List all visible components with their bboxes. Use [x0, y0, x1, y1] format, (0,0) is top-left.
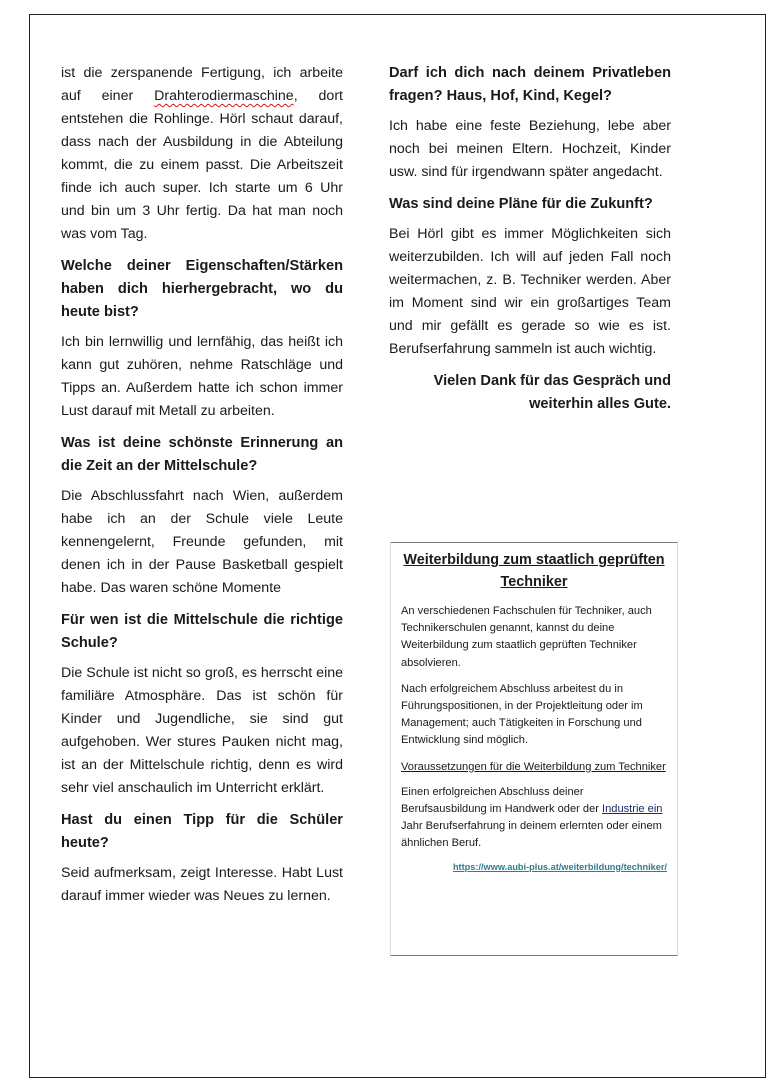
answer-strengths: Ich bin lernwillig und lernfähig, das heißt ich kann gut zuhören, nehme Ratschläge und Tipps an. Außerdem hatte ich schon immer Lust darauf mit Metall zu arbeiten.	[61, 334, 343, 419]
right-column	[389, 62, 671, 416]
answer-private-life: Ich habe eine feste Beziehung, lebe aber noch bei meinen Eltern. Hochzeit, Kinder usw. sind für irgendwann später angedacht.	[389, 118, 671, 180]
spellcheck-word: Drahterodiermaschine	[154, 88, 294, 104]
source-link[interactable]: https://www.aubi-plus.at/weiterbildung/techniker/	[452, 861, 667, 872]
requirements-text-end: Jahr Berufserfahrung in deinem erlernten oder einem ähnlichen Beruf.	[401, 820, 662, 850]
left-column	[61, 62, 343, 917]
intro-paragraph	[61, 62, 343, 246]
question-memory: Was ist deine schönste Erinnerung an die Zeit an der Mittelschule?	[61, 435, 343, 474]
question-future: Was sind deine Pläne für die Zukunft?	[389, 196, 653, 212]
info-box-subheading: Voraussetzungen für die Weiterbildung zum Techniker	[401, 760, 666, 773]
question-school-fit: Für wen ist die Mittelschule die richtige Schule?	[61, 612, 343, 651]
question-strengths: Welche deiner Eigenschaften/Stärken haben dich hierhergebracht, wo du heute bist?	[61, 258, 343, 320]
question-private-life: Darf ich dich nach deinem Privatleben fragen? Haus, Hof, Kind, Kegel?	[389, 65, 671, 104]
requirements-text-start: Einen erfolgreichen Abschluss deiner Berufsausbildung im Handwerk oder der	[401, 785, 603, 816]
intro-text-end: , dort entstehen die Rohlinge. Hörl schaut darauf, dass nach der Ausbildung in die Abteilung kommt, die zu einem passt. Die Arbeitszeit finde ich auch super. Ich starte um 6 Uhr und bin um 3 Uhr fertig. Da hat man noch was vom Tag.	[61, 88, 343, 242]
industry-link[interactable]: Industrie ein	[602, 803, 663, 816]
answer-future: Bei Hörl gibt es immer Möglichkeiten sich weiterzubilden. Ich will auf jeden Fall noch weitermachen, z. B. Techniker werden. Aber im Moment sind wir ein großartiges Team und mir gefällt es gerade so wie es ist. Berufserfahrung sammeln ist auch wichtig.	[389, 226, 671, 357]
info-box-title: Weiterbildung zum staatlich geprüften Techniker	[403, 552, 665, 590]
answer-school-fit: Die Schule ist nicht so groß, es herrscht eine familiäre Atmosphäre. Das ist schön für Kinder und Jugendliche, sie sind gut aufgehoben. Wer stures Pauken nicht mag, ist an der Mittelschule richtig, denn es wird sehr viel anschaulich im Unterricht erklärt.	[61, 665, 343, 796]
question-tip: Hast du einen Tipp für die Schüler heute?	[61, 812, 343, 851]
info-box-paragraph-requirements	[401, 784, 667, 853]
intro-text-start: ist die zerspanende Fertigung, ich arbeite auf einer	[61, 65, 343, 104]
answer-memory: Die Abschlussfahrt nach Wien, außerdem habe ich an der Schule viele Leute kennengelernt, Freunde gefunden, mit denen ich in der Pause Basketball gespielt habe. Das waren schöne Momente	[61, 488, 343, 596]
info-box-paragraph-career: Nach erfolgreichem Abschluss arbeitest du in Führungspositionen, in der Projektleitung oder im Management; auch Tätigkeiten in Forschung und Entwicklung sind möglich.	[401, 682, 643, 747]
answer-tip: Seid aufmerksam, zeigt Interesse. Habt Lust darauf immer wieder was Neues zu lernen.	[61, 865, 343, 904]
info-box	[390, 542, 678, 956]
info-box-paragraph-schools: An verschiedenen Fachschulen für Techniker, auch Technikerschulen genannt, kannst du deine Weiterbildung zum staatlich geprüften Techniker absolvieren.	[401, 605, 652, 669]
closing-remark: Vielen Dank für das Gespräch und weiterhin alles Gute.	[433, 373, 671, 412]
